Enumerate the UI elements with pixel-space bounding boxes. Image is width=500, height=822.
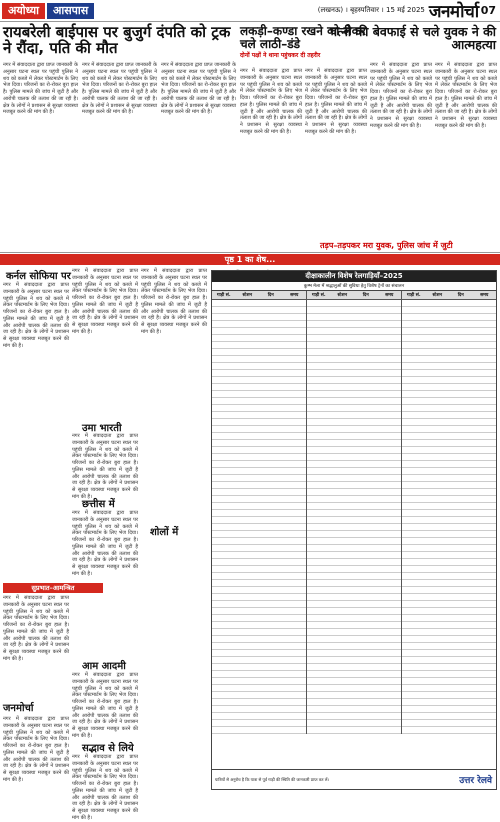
table-row	[307, 587, 401, 594]
table-row	[212, 678, 306, 685]
divider	[0, 252, 500, 253]
table-row	[212, 496, 306, 503]
table-row	[402, 720, 496, 727]
table-row	[402, 671, 496, 678]
article-body: नगर में संवाददाता द्वारा प्राप्त जानकारी के अनुसार घटना स्थल पर पहुंची पुलिस ने शव को कब्जे में लेकर पोस्टमार्टम के लिए भेज दिया। परिजनों का रो-रोकर बुरा हाल है। पुलिस मामले की जांच में जुटी है और आरोपी चालक की तलाश की जा रही है। क्षेत्र के लोगों ने प्रशासन से सुरक्षा व्यवस्था मजबूत करने की मांग की है।	[72, 672, 138, 739]
table-row	[212, 503, 306, 510]
table-header-row	[212, 291, 306, 300]
table-row	[212, 349, 306, 356]
table-row	[402, 685, 496, 692]
table-header-cell: समय	[385, 293, 394, 298]
table-row	[307, 482, 401, 489]
article-body: नगर में संवाददाता द्वारा प्राप्त जानकारी के अनुसार घटना स्थल पर पहुंची पुलिस ने शव को कब्जे में लेकर पोस्टमार्टम के लिए भेज दिया। परिजनों का रो-रोकर बुरा हाल है। पुलिस मामले की जांच में जुटी है और आरोपी चालक की तलाश की जा रही है। क्षेत्र के लोगों ने प्रशासन से सुरक्षा व्यवस्था मजबूत करने की मांग की है।	[161, 62, 236, 116]
article-body: नगर में संवाददाता द्वारा प्राप्त जानकारी के अनुसार घटना स्थल पर पहुंची पुलिस ने शव को कब्जे में लेकर पोस्टमार्टम के लिए भेज दिया। परिजनों का रो-रोकर बुरा हाल है। पुलिस मामले की जांच में जुटी है और आरोपी चालक की तलाश की जा रही है। क्षेत्र के लोगों ने प्रशासन से सुरक्षा व्यवस्था मजबूत करने की मांग की है।	[72, 510, 138, 577]
table-row	[212, 307, 306, 314]
table-row	[212, 321, 306, 328]
table-row	[402, 412, 496, 419]
table-row	[307, 594, 401, 601]
table-row	[402, 405, 496, 412]
table-header-cell: गाड़ी सं.	[216, 293, 231, 298]
table-row	[307, 727, 401, 734]
table-row	[402, 706, 496, 713]
table-row	[212, 419, 306, 426]
table-row	[307, 307, 401, 314]
table-row	[402, 608, 496, 615]
table-header-cell: दिन	[362, 293, 369, 298]
article-body: नगर में संवाददाता द्वारा प्राप्त जानकारी के अनुसार घटना स्थल पर पहुंची पुलिस ने शव को कब्जे में लेकर पोस्टमार्टम के लिए भेज दिया। परिजनों का रो-रोकर बुरा हाल है। पुलिस मामले की जांच में जुटी है और आरोपी चालक की तलाश की जा रही है। क्षेत्र के लोगों ने प्रशासन से सुरक्षा व्यवस्था मजबूत करने की मांग की है।	[3, 716, 69, 783]
section-label-aaspaas: आसपास	[47, 3, 94, 19]
continued-banner: पृष्ठ 1 का शेष...	[0, 254, 500, 265]
center-headline: लकड़ी–कण्डा रखने को लेकर चले लाठी–डंडे	[240, 24, 366, 51]
table-row	[402, 622, 496, 629]
article-body: नगर में संवाददाता द्वारा प्राप्त जानकारी के अनुसार घटना स्थल पर पहुंची पुलिस ने शव को कब्जे में लेकर पोस्टमार्टम के लिए भेज दिया। परिजनों का रो-रोकर बुरा हाल है। पुलिस मामले की जांच में जुटी है और आरोपी चालक की तलाश की जा रही है। क्षेत्र के लोगों ने प्रशासन से सुरक्षा व्यवस्था मजबूत करने की मांग की है।	[435, 62, 497, 129]
table-row	[402, 727, 496, 734]
table-row	[212, 342, 306, 349]
table-row	[212, 398, 306, 405]
table-row	[402, 629, 496, 636]
table-row	[212, 405, 306, 412]
table-row	[402, 370, 496, 377]
section-heading: सद्भाव से लिये	[82, 743, 134, 754]
table-column	[402, 291, 496, 734]
section-heading: आम आदमी	[82, 661, 126, 672]
table-row	[402, 692, 496, 699]
table-row	[307, 314, 401, 321]
table-row	[307, 671, 401, 678]
table-row	[307, 720, 401, 727]
table-row	[402, 454, 496, 461]
table-row	[402, 475, 496, 482]
table-row	[307, 678, 401, 685]
table-row	[212, 426, 306, 433]
table-row	[402, 678, 496, 685]
table-row	[212, 629, 306, 636]
table-row	[402, 426, 496, 433]
table-row	[402, 657, 496, 664]
table-row	[307, 538, 401, 545]
table-row	[307, 468, 401, 475]
right-subheadline: तड़प–तड़पकर मरा युवक, पुलिस जांच में जुटी	[320, 241, 453, 250]
table-row	[212, 552, 306, 559]
table-row	[212, 335, 306, 342]
table-row	[402, 517, 496, 524]
table-row	[307, 657, 401, 664]
center-subheadline: दोनों पक्षों ने थाना पहुंचकर दी तहरीर	[240, 52, 321, 59]
table-header-row	[307, 291, 401, 300]
table-row	[402, 321, 496, 328]
table-row	[307, 685, 401, 692]
railway-logo: उत्तर रेलवे	[459, 776, 492, 786]
table-row	[402, 307, 496, 314]
table-row	[212, 447, 306, 454]
table-row	[402, 349, 496, 356]
table-row	[212, 608, 306, 615]
table-row	[212, 531, 306, 538]
article-body: नगर में संवाददाता द्वारा प्राप्त जानकारी के अनुसार घटना स्थल पर पहुंची पुलिस ने शव को कब्जे में लेकर पोस्टमार्टम के लिए भेज दिया। परिजनों का रो-रोकर बुरा हाल है। पुलिस मामले की जांच में जुटी है और आरोपी चालक की तलाश की जा रही है। क्षेत्र के लोगों ने प्रशासन से सुरक्षा व्यवस्था मजबूत करने की मांग की है।	[370, 62, 432, 129]
table-row	[212, 622, 306, 629]
table-row	[402, 356, 496, 363]
table-header-cell: दिन	[457, 293, 464, 298]
table-row	[402, 377, 496, 384]
table-row	[402, 538, 496, 545]
table-row	[402, 398, 496, 405]
rail-schedule-table	[211, 270, 497, 790]
table-row	[402, 468, 496, 475]
table-row	[212, 461, 306, 468]
table-header-cell: गाड़ी सं.	[406, 293, 421, 298]
table-header-cell: दिन	[267, 293, 274, 298]
page-number: 07	[480, 4, 496, 17]
table-row	[212, 650, 306, 657]
masthead	[0, 0, 500, 22]
section-label-ayodhya: अयोध्या	[2, 3, 45, 19]
table-row	[402, 300, 496, 307]
table-row	[212, 314, 306, 321]
table-row	[212, 643, 306, 650]
table-row	[402, 587, 496, 594]
table-row	[212, 615, 306, 622]
table-row	[212, 566, 306, 573]
article-body: नगर में संवाददाता द्वारा प्राप्त जानकारी के अनुसार घटना स्थल पर पहुंची पुलिस ने शव को कब्जे में लेकर पोस्टमार्टम के लिए भेज दिया। परिजनों का रो-रोकर बुरा हाल है। पुलिस मामले की जांच में जुटी है और आरोपी चालक की तलाश की जा रही है। क्षेत्र के लोगों ने प्रशासन से सुरक्षा व्यवस्था मजबूत करने की मांग की है।	[72, 754, 138, 821]
article-body: नगर में संवाददाता द्वारा प्राप्त जानकारी के अनुसार घटना स्थल पर पहुंची पुलिस ने शव को कब्जे में लेकर पोस्टमार्टम के लिए भेज दिया। परिजनों का रो-रोकर बुरा हाल है। पुलिस मामले की जांच में जुटी है और आरोपी चालक की तलाश की जा रही है। क्षेत्र के लोगों ने प्रशासन से सुरक्षा व्यवस्था मजबूत करने की मांग की है।	[305, 68, 367, 135]
table-row	[212, 664, 306, 671]
table-row	[212, 300, 306, 307]
article-body: नगर में संवाददाता द्वारा प्राप्त जानकारी के अनुसार घटना स्थल पर पहुंची पुलिस ने शव को कब्जे में लेकर पोस्टमार्टम के लिए भेज दिया। परिजनों का रो-रोकर बुरा हाल है। पुलिस मामले की जांच में जुटी है और आरोपी चालक की तलाश की जा रही है। क्षेत्र के लोगों ने प्रशासन से सुरक्षा व्यवस्था मजबूत करने की मांग की है।	[240, 68, 302, 135]
table-row	[307, 356, 401, 363]
table-row	[212, 636, 306, 643]
table-row	[307, 503, 401, 510]
table-row	[212, 685, 306, 692]
table-row	[402, 524, 496, 531]
table-title: दीक्षाकालीन विशेष रेलगाड़ियाँ–2025	[212, 271, 496, 282]
table-row	[307, 447, 401, 454]
table-header-cell: स्टेशन	[432, 293, 443, 298]
table-row	[212, 601, 306, 608]
table-row	[402, 328, 496, 335]
table-row	[402, 335, 496, 342]
table-row	[307, 363, 401, 370]
table-row	[402, 510, 496, 517]
table-row	[402, 545, 496, 552]
table-row	[307, 440, 401, 447]
table-column	[307, 291, 402, 734]
table-row	[307, 370, 401, 377]
table-row	[212, 699, 306, 706]
table-row	[212, 356, 306, 363]
table-row	[402, 643, 496, 650]
table-row	[402, 482, 496, 489]
table-row	[307, 580, 401, 587]
table-row	[402, 391, 496, 398]
issue-date: (लखनऊ) । बृहस्पतिवार । 15 मई 2025	[317, 6, 425, 14]
table-row	[212, 657, 306, 664]
table-row	[307, 391, 401, 398]
table-row	[307, 489, 401, 496]
table-row	[307, 517, 401, 524]
article-body: नगर में संवाददाता द्वारा प्राप्त जानकारी के अनुसार घटना स्थल पर पहुंची पुलिस ने शव को कब्जे में लेकर पोस्टमार्टम के लिए भेज दिया। परिजनों का रो-रोकर बुरा हाल है। पुलिस मामले की जांच में जुटी है और आरोपी चालक की तलाश की जा रही है। क्षेत्र के लोगों ने प्रशासन से सुरक्षा व्यवस्था मजबूत करने की मांग की है।	[3, 62, 78, 116]
table-row	[402, 559, 496, 566]
table-row	[212, 538, 306, 545]
table-row	[307, 342, 401, 349]
table-row	[212, 482, 306, 489]
table-header-cell: स्टेशन	[242, 293, 253, 298]
table-row	[212, 328, 306, 335]
table-row	[402, 503, 496, 510]
article-body: नगर में संवाददाता द्वारा प्राप्त जानकारी के अनुसार घटना स्थल पर पहुंची पुलिस ने शव को कब्जे में लेकर पोस्टमार्टम के लिए भेज दिया। परिजनों का रो-रोकर बुरा हाल है। पुलिस मामले की जांच में जुटी है और आरोपी चालक की तलाश की जा रही है। क्षेत्र के लोगों ने प्रशासन से सुरक्षा व्यवस्था मजबूत करने की मांग की है।	[141, 268, 207, 335]
table-row	[402, 615, 496, 622]
table-header-cell: गाड़ी सं.	[311, 293, 326, 298]
table-row	[307, 608, 401, 615]
table-row	[307, 377, 401, 384]
table-footer-text: यात्रियों से अनुरोध है कि यात्रा से पूर्व गाड़ी की स्थिति की जानकारी प्राप्त कर लें।	[215, 776, 329, 782]
table-row	[212, 594, 306, 601]
table-row	[212, 671, 306, 678]
table-row	[307, 398, 401, 405]
table-row	[307, 524, 401, 531]
table-row	[402, 594, 496, 601]
table-header-cell: समय	[480, 293, 489, 298]
section-heading: छत्तीस में	[82, 499, 115, 510]
table-row	[402, 419, 496, 426]
table-row	[307, 384, 401, 391]
table-row	[307, 643, 401, 650]
table-row	[307, 636, 401, 643]
table-row	[307, 335, 401, 342]
table-column	[212, 291, 307, 734]
table-row	[307, 412, 401, 419]
table-row	[402, 699, 496, 706]
table-row	[307, 629, 401, 636]
footer-logo: जनमोर्चा	[3, 703, 34, 714]
table-row	[402, 384, 496, 391]
table-row	[212, 384, 306, 391]
table-row	[212, 706, 306, 713]
article-body: नगर में संवाददाता द्वारा प्राप्त जानकारी के अनुसार घटना स्थल पर पहुंची पुलिस ने शव को कब्जे में लेकर पोस्टमार्टम के लिए भेज दिया। परिजनों का रो-रोकर बुरा हाल है। पुलिस मामले की जांच में जुटी है और आरोपी चालक की तलाश की जा रही है। क्षेत्र के लोगों ने प्रशासन से सुरक्षा व्यवस्था मजबूत करने की मांग की है।	[72, 433, 138, 500]
table-row	[212, 391, 306, 398]
table-row	[307, 552, 401, 559]
table-header-cell: स्टेशन	[337, 293, 348, 298]
newspaper-logo: जनमोर्चा	[428, 2, 479, 22]
table-row	[307, 419, 401, 426]
table-subtitle: कुम्भ मेला में श्रद्धालुओं की सुविधा हेतु विशेष ट्रेनों का संचालन	[212, 282, 496, 291]
table-row	[402, 489, 496, 496]
table-row	[212, 517, 306, 524]
table-row	[307, 622, 401, 629]
table-row	[307, 475, 401, 482]
table-row	[212, 713, 306, 720]
table-row	[212, 727, 306, 734]
table-row	[212, 363, 306, 370]
table-row	[402, 713, 496, 720]
table-row	[402, 601, 496, 608]
table-row	[402, 314, 496, 321]
table-row	[212, 377, 306, 384]
table-row	[307, 496, 401, 503]
table-row	[212, 489, 306, 496]
table-row	[212, 545, 306, 552]
article-body: नगर में संवाददाता द्वारा प्राप्त जानकारी के अनुसार घटना स्थल पर पहुंची पुलिस ने शव को कब्जे में लेकर पोस्टमार्टम के लिए भेज दिया। परिजनों का रो-रोकर बुरा हाल है। पुलिस मामले की जांच में जुटी है और आरोपी चालक की तलाश की जा रही है। क्षेत्र के लोगों ने प्रशासन से सुरक्षा व्यवस्था मजबूत करने की मांग की है।	[82, 62, 157, 116]
right-headline: पत्नी की बेवफाई से चले युवक ने की आत्महत्या	[330, 24, 496, 53]
table-row	[307, 328, 401, 335]
table-row	[402, 461, 496, 468]
table-row	[307, 573, 401, 580]
table-row	[212, 720, 306, 727]
article-body: नगर में संवाददाता द्वारा प्राप्त जानकारी के अनुसार घटना स्थल पर पहुंची पुलिस ने शव को कब्जे में लेकर पोस्टमार्टम के लिए भेज दिया। परिजनों का रो-रोकर बुरा हाल है। पुलिस मामले की जांच में जुटी है और आरोपी चालक की तलाश की जा रही है। क्षेत्र के लोगों ने प्रशासन से सुरक्षा व्यवस्था मजबूत करने की मांग की है।	[3, 595, 69, 662]
table-row	[402, 664, 496, 671]
table-row	[307, 706, 401, 713]
table-header-cell: समय	[290, 293, 299, 298]
table-row	[307, 664, 401, 671]
table-row	[402, 580, 496, 587]
table-row	[307, 692, 401, 699]
table-row	[402, 496, 496, 503]
promo-box-heading: सुप्रभात–आमन्त्रित	[3, 583, 103, 593]
table-row	[307, 349, 401, 356]
table-footer	[212, 769, 496, 789]
table-row	[307, 461, 401, 468]
table-row	[212, 524, 306, 531]
table-row	[212, 475, 306, 482]
table-row	[212, 692, 306, 699]
table-row	[307, 454, 401, 461]
table-row	[307, 300, 401, 307]
table-row	[212, 573, 306, 580]
table-row	[212, 412, 306, 419]
section-heading: शोलों में	[150, 527, 179, 538]
section-heading: कर्नल सोफिया पर	[6, 271, 71, 282]
table-row	[307, 405, 401, 412]
table-row	[402, 531, 496, 538]
table-row	[402, 363, 496, 370]
table-row	[307, 531, 401, 538]
main-headline: रायबरेली बाईपास पर बुजुर्ग दंपति को ट्रक ने रौंदा, पति की मौत	[3, 23, 231, 57]
table-row	[402, 447, 496, 454]
table-row	[212, 433, 306, 440]
table-row	[307, 566, 401, 573]
table-row	[402, 433, 496, 440]
article-body: नगर में संवाददाता द्वारा प्राप्त जानकारी के अनुसार घटना स्थल पर पहुंची पुलिस ने शव को कब्जे में लेकर पोस्टमार्टम के लिए भेज दिया। परिजनों का रो-रोकर बुरा हाल है। पुलिस मामले की जांच में जुटी है और आरोपी चालक की तलाश की जा रही है। क्षेत्र के लोगों ने प्रशासन से सुरक्षा व्यवस्था मजबूत करने की मांग की है।	[3, 282, 69, 349]
table-row	[402, 552, 496, 559]
table-row	[307, 650, 401, 657]
table-row	[212, 454, 306, 461]
table-row	[402, 440, 496, 447]
table-row	[307, 615, 401, 622]
table-row	[307, 510, 401, 517]
table-columns	[212, 291, 496, 734]
table-row	[307, 559, 401, 566]
table-row	[307, 601, 401, 608]
table-row	[307, 321, 401, 328]
table-row	[402, 342, 496, 349]
table-row	[212, 468, 306, 475]
table-row	[212, 370, 306, 377]
table-row	[212, 587, 306, 594]
table-row	[307, 433, 401, 440]
table-row	[212, 440, 306, 447]
table-row	[212, 559, 306, 566]
section-heading: उमा भारती	[82, 423, 122, 434]
table-row	[307, 426, 401, 433]
table-row	[307, 713, 401, 720]
table-row	[307, 545, 401, 552]
table-row	[402, 566, 496, 573]
table-row	[212, 510, 306, 517]
table-row	[402, 636, 496, 643]
table-header-row	[402, 291, 496, 300]
table-row	[402, 573, 496, 580]
table-row	[212, 580, 306, 587]
table-row	[307, 699, 401, 706]
table-row	[402, 650, 496, 657]
article-body: नगर में संवाददाता द्वारा प्राप्त जानकारी के अनुसार घटना स्थल पर पहुंची पुलिस ने शव को कब्जे में लेकर पोस्टमार्टम के लिए भेज दिया। परिजनों का रो-रोकर बुरा हाल है। पुलिस मामले की जांच में जुटी है और आरोपी चालक की तलाश की जा रही है। क्षेत्र के लोगों ने प्रशासन से सुरक्षा व्यवस्था मजबूत करने की मांग की है।	[72, 268, 138, 335]
